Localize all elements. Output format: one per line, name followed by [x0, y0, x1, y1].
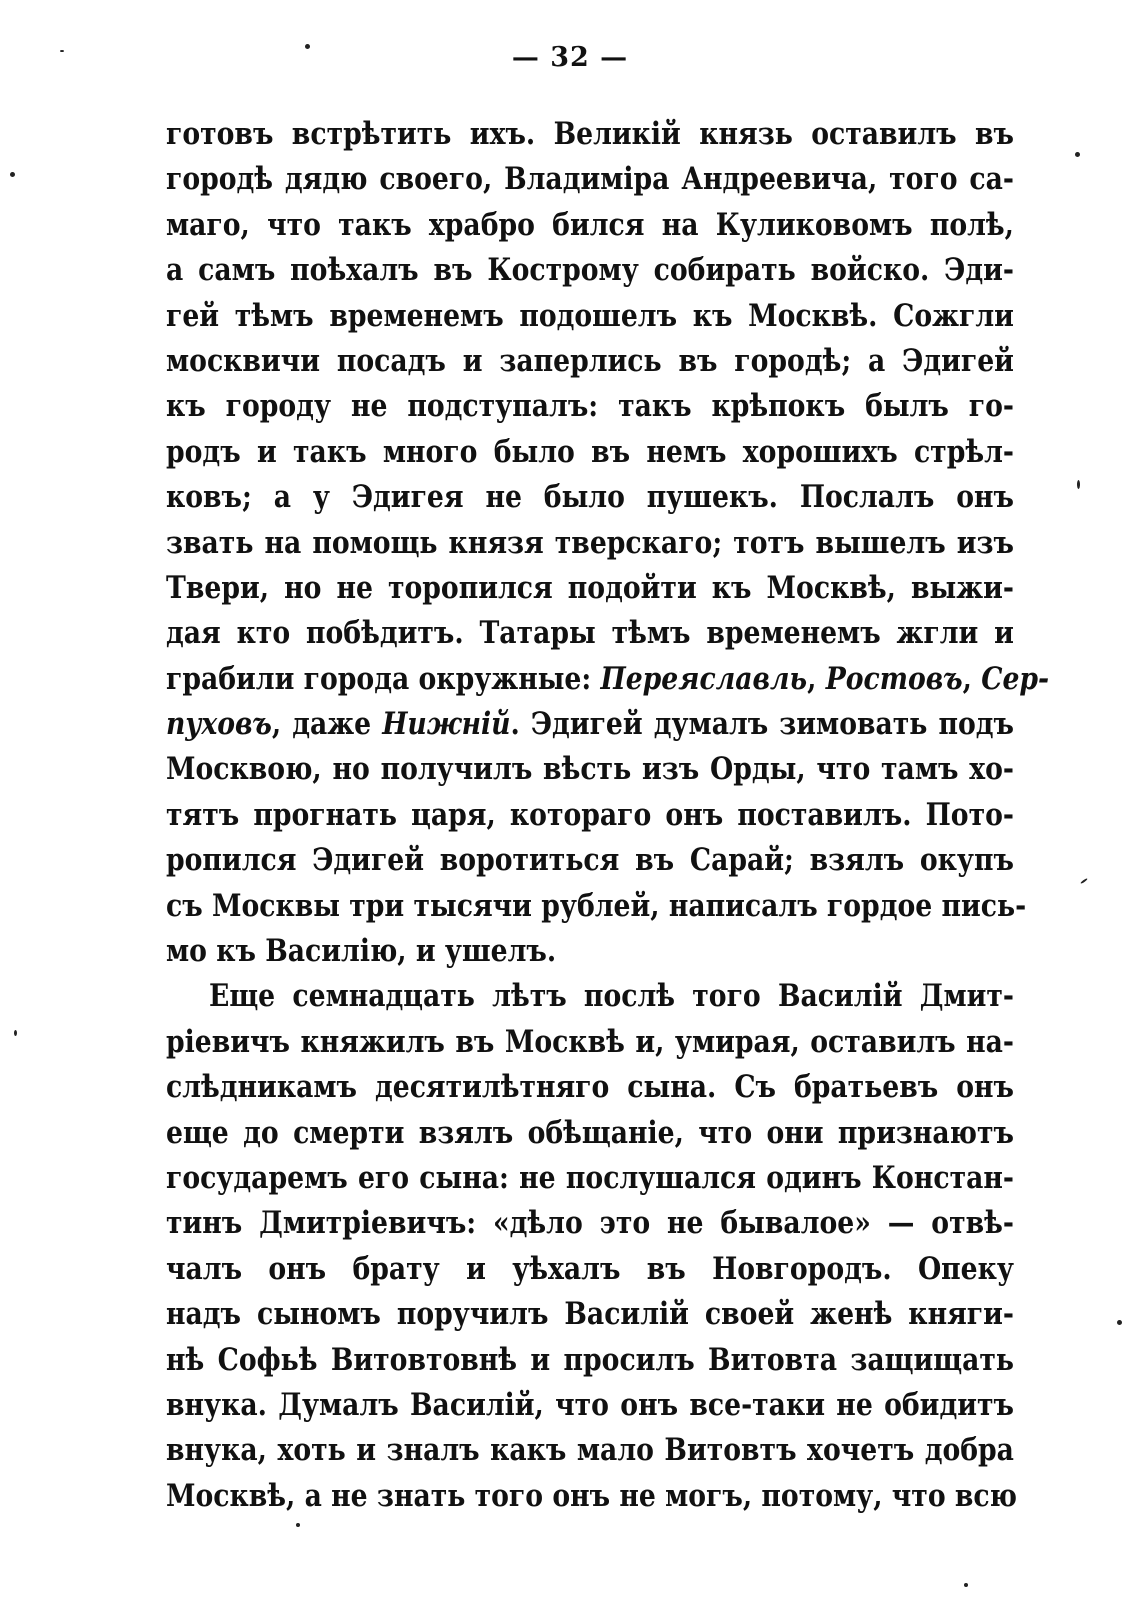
text-line-mixed — [166, 702, 1014, 747]
body-text — [166, 112, 1050, 1519]
text-line: дая кто побѣдитъ. Татары тѣмъ временемъ жгли и — [166, 615, 1014, 652]
scan-speck — [1075, 152, 1080, 157]
text-line: москвичи посадъ и заперлись въ городѣ; а Эдигей — [166, 342, 1014, 379]
text-line: а самъ поѣхалъ въ Кострому собирать войско. Эди- — [166, 252, 1014, 289]
text-line: нѣ Софьѣ Витовтовнѣ и просилъ Витовта защищать — [166, 1341, 1014, 1378]
text-line: мо къ Василію, и ушелъ. — [166, 933, 557, 970]
text-line: маго, что такъ храбро бился на Куликовомъ полѣ, — [166, 206, 1014, 243]
scan-speck — [1077, 480, 1080, 489]
italic-place-name: пуховъ — [166, 706, 272, 743]
text-line: ковъ; а у Эдигея не было пушекъ. Послалъ онъ — [166, 479, 1014, 516]
scan-speck — [1117, 1320, 1122, 1325]
scan-speck — [10, 172, 15, 177]
text-line: тятъ прогнать царя, котораго онъ поставилъ. Пото- — [166, 796, 1014, 833]
text-line: съ Москвы три тысячи рублей, написалъ гордое пись- — [166, 887, 1027, 924]
text-fragment: . Эдигей думалъ зимовать подъ — [510, 706, 1014, 743]
text-line: родъ и такъ много было въ немъ хорошихъ стрѣл- — [166, 433, 1014, 470]
italic-place-name: Ростовъ — [825, 660, 963, 697]
text-line: городѣ дядю своего, Владиміра Андреевича, того са- — [166, 161, 1014, 198]
text-line: ропился Эдигей воротиться въ Сарай; взялъ окупъ — [166, 842, 1014, 879]
scan-speck — [1080, 878, 1088, 884]
text-line: внука. Думалъ Василій, что онъ все-таки не обидитъ — [166, 1386, 1014, 1423]
separator: , — [962, 660, 982, 697]
text-line: государемъ его сына: не послушался одинъ Констан- — [166, 1159, 1014, 1196]
text-line: надъ сыномъ поручилъ Василій своей женѣ княги- — [166, 1296, 1014, 1333]
italic-place-name: Нижній — [382, 706, 511, 743]
text-line: еще до смерти взялъ обѣщаніе, что они признаютъ — [166, 1114, 1014, 1151]
paragraph-1 — [166, 112, 1050, 974]
text-line: внука, хоть и зналъ какъ мало Витовтъ хочетъ добра — [166, 1432, 1014, 1469]
text-line: къ городу не подступалъ: такъ крѣпокъ былъ го- — [166, 388, 1014, 425]
scan-speck — [60, 50, 64, 52]
text-line: готовъ встрѣтить ихъ. Великій князь оставилъ въ — [166, 116, 1014, 152]
italic-place-name: Переяславль — [600, 660, 808, 697]
text-line: чалъ онъ брату и уѣхалъ въ Новгородъ. Опеку — [166, 1250, 1014, 1287]
text-line: Еще семнадцать лѣтъ послѣ того Василій Дмит- — [209, 978, 1014, 1015]
scan-speck — [296, 1523, 300, 1527]
scan-speck — [964, 1583, 968, 1587]
text-line: Москвою, но получилъ вѣсть изъ Орды, что тамъ хо- — [166, 751, 1014, 788]
text-line-mixed — [166, 657, 1050, 702]
italic-place-name: Сер- — [981, 660, 1050, 697]
paragraph-2 — [166, 974, 1017, 1519]
text-line: Твери, но не торопился подойти къ Москвѣ, выжи- — [166, 569, 1014, 606]
text-fragment: грабили города окружные: — [166, 660, 601, 697]
text-line: звать на помощь князя тверскаго; тотъ вышелъ изъ — [166, 524, 1014, 561]
text-fragment: , даже — [271, 706, 383, 743]
scan-speck — [14, 1030, 17, 1036]
separator: , — [807, 660, 826, 697]
scan-speck — [305, 44, 310, 49]
text-line: слѣдникамъ десятилѣтняго сына. Съ братьевъ онъ — [166, 1069, 1014, 1106]
text-line: ріевичъ княжилъ въ Москвѣ и, умирая, оставилъ на- — [166, 1023, 1014, 1060]
page-number: — 32 — — [511, 42, 629, 73]
text-line: гей тѣмъ временемъ подошелъ къ Москвѣ. Сожгли — [166, 297, 1014, 334]
text-line: Москвѣ, а не знать того онъ не могъ, потому, что всю — [166, 1477, 1017, 1514]
text-line: тинъ Дмитріевичъ: «дѣло это не бывалое» — отвѣ- — [166, 1205, 1014, 1242]
